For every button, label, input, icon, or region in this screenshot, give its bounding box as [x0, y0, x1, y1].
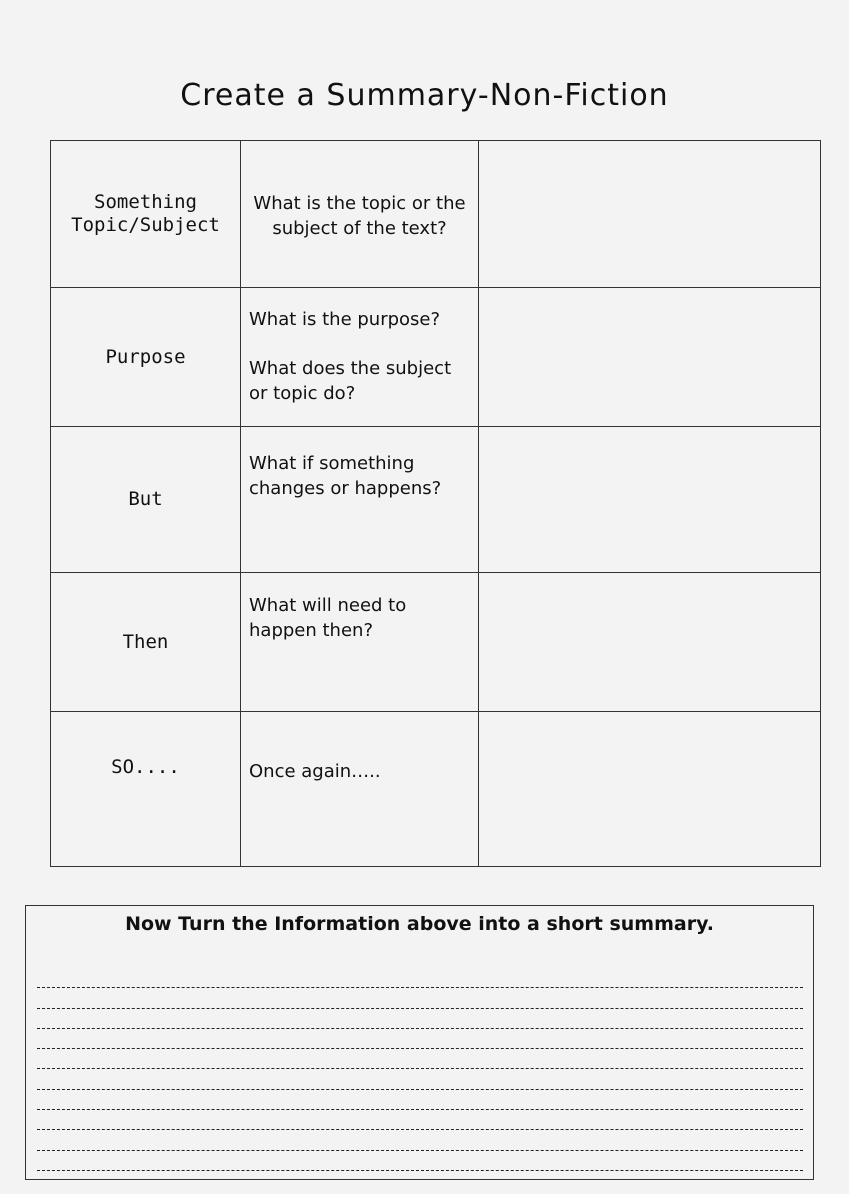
row-label-cell: [51, 427, 241, 573]
writing-line[interactable]: [37, 1130, 803, 1150]
table-row: [51, 288, 821, 427]
answer-cell[interactable]: [479, 712, 821, 867]
row-question: What will need to happen then?: [249, 595, 407, 641]
row-label-cell: [51, 712, 241, 867]
summary-box: [25, 905, 814, 1180]
row-label-cell: [51, 573, 241, 712]
row-label: [71, 191, 220, 236]
row-question-cell: [241, 712, 479, 867]
writing-lines[interactable]: [37, 968, 803, 1171]
writing-line[interactable]: [37, 1029, 803, 1049]
row-label: SO....: [111, 756, 180, 778]
summary-organizer-table: [50, 140, 821, 867]
table-row: [51, 427, 821, 573]
row-question: What is the purpose?: [249, 309, 441, 330]
table-row: [51, 712, 821, 867]
row-question-cell: [241, 288, 479, 427]
table-row: [51, 141, 821, 288]
writing-line[interactable]: [37, 1009, 803, 1029]
page-title: Create a Summary-Non-Fiction: [180, 78, 669, 113]
row-label: But: [128, 488, 163, 510]
row-question-cell: [241, 427, 479, 573]
writing-line[interactable]: [37, 1049, 803, 1069]
writing-line[interactable]: [37, 988, 803, 1008]
row-question-cell: [241, 573, 479, 712]
row-label: Then: [122, 630, 169, 653]
row-label-text: Something Topic/Subject: [71, 191, 220, 236]
writing-line[interactable]: [37, 1151, 803, 1171]
row-label: Purpose: [105, 345, 186, 368]
row-question: What is the topic or the subject of the text?: [253, 193, 466, 239]
row-question: What does the subject or topic do?: [249, 358, 452, 404]
row-question: Once again…..: [249, 761, 381, 782]
summary-heading: Now Turn the Information above into a short summary.: [125, 913, 714, 935]
row-question: What if something changes or happens?: [249, 453, 442, 499]
answer-cell[interactable]: [479, 427, 821, 573]
writing-line[interactable]: [37, 1110, 803, 1130]
row-label-cell: [51, 288, 241, 427]
row-question-cell: [241, 141, 479, 288]
writing-line[interactable]: [37, 1069, 803, 1089]
table-row: [51, 573, 821, 712]
answer-cell[interactable]: [479, 141, 821, 288]
answer-cell[interactable]: [479, 288, 821, 427]
writing-line[interactable]: [37, 1090, 803, 1110]
answer-cell[interactable]: [479, 573, 821, 712]
row-label-cell: [51, 141, 241, 288]
writing-line[interactable]: [37, 968, 803, 988]
